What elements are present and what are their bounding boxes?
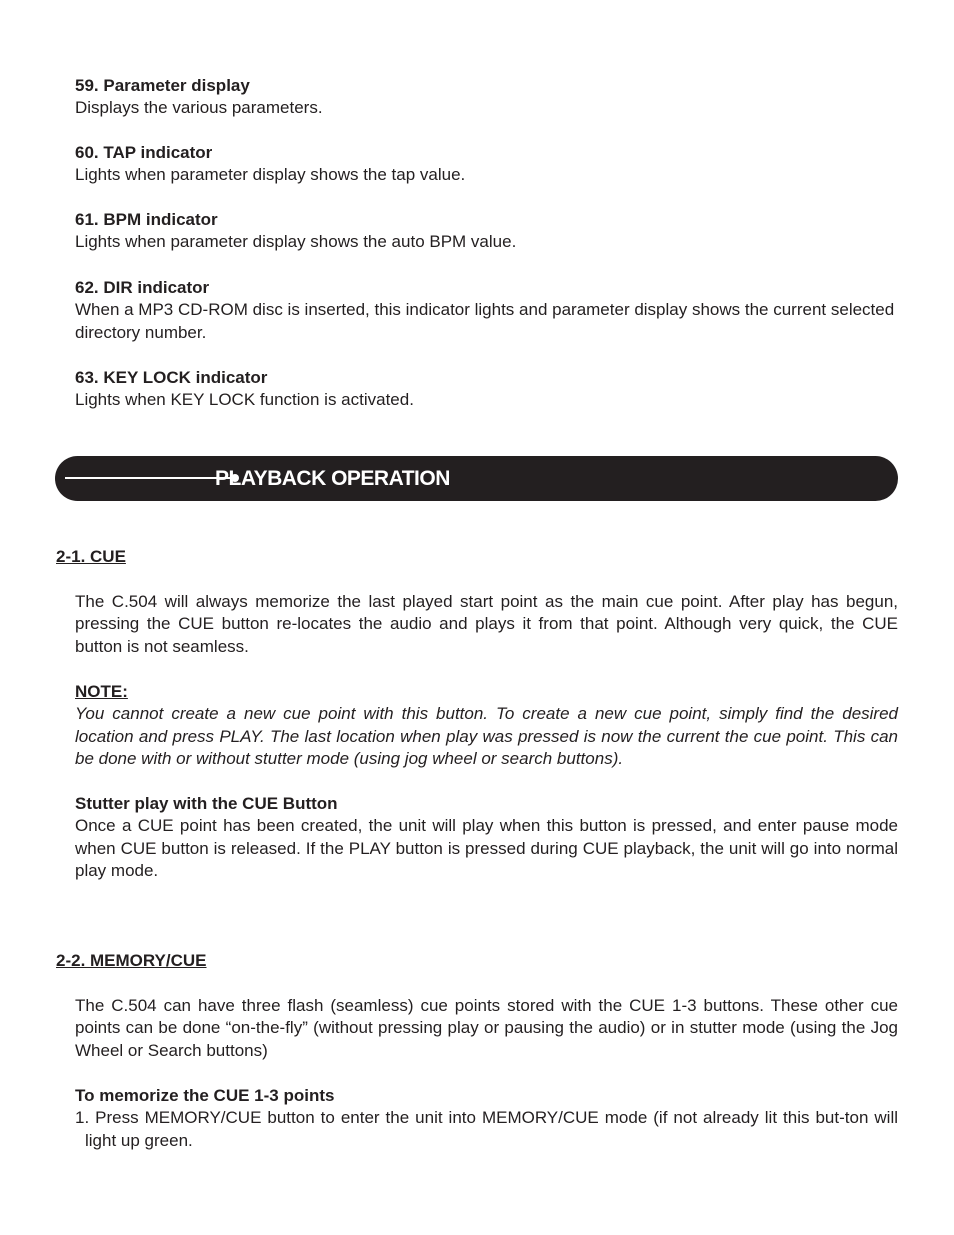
stutter-section <box>75 793 898 883</box>
param-text: When a MP3 CD-ROM disc is inserted, this indicator lights and parameter display shows the current selected directory number. <box>75 300 895 342</box>
param-item-61 <box>75 209 898 254</box>
memory-cue-intro: The C.504 can have three flash (seamless) cue points stored with the CUE 1-3 buttons. These other cue points can be done “on-the-fly” (without pressing play or pausing the audio) or in stutter mode (using the Jog Wheel or Search buttons) <box>75 996 898 1060</box>
memorize-step-1: 1. Press MEMORY/CUE button to enter the unit into MEMORY/CUE mode (if not already lit this but-ton will light up green. <box>75 1108 898 1150</box>
memorize-section <box>75 1085 898 1152</box>
param-heading: 62. DIR indicator <box>75 278 210 297</box>
param-text: Lights when parameter display shows the tap value. <box>75 165 466 185</box>
param-text: Lights when KEY LOCK function is activated. <box>75 390 414 410</box>
param-heading: 61. BPM indicator <box>75 210 218 229</box>
param-item-59 <box>75 75 898 120</box>
stutter-heading: Stutter play with the CUE Button <box>75 794 338 813</box>
stutter-text: Once a CUE point has been created, the unit will play when this button is pressed, and enter pause mode when CUE button is released. If the PLAY button is pressed during CUE playback, the unit will go into normal play mode. <box>75 816 898 881</box>
cue-note <box>75 681 898 771</box>
cue-intro: The C.504 will always memorize the last played start point as the main cue point. After play has begun, pressing the CUE button re-locates the audio and plays it from that point. Although very quick, the CUE button is not seamless. <box>75 592 898 656</box>
param-heading: 59. Parameter display <box>75 76 250 95</box>
param-item-60 <box>75 142 898 187</box>
section-banner <box>55 456 898 501</box>
memorize-heading: To memorize the CUE 1-3 points <box>75 1086 335 1105</box>
param-item-62 <box>75 277 898 344</box>
memory-cue-heading: 2-2. MEMORY/CUE <box>56 951 207 970</box>
cue-heading: 2-1. CUE <box>56 547 126 566</box>
param-heading: 63. KEY LOCK indicator <box>75 368 268 387</box>
section-title: PLAYBACK OPERATION <box>215 467 450 490</box>
note-text: You cannot create a new cue point with this button. To create a new cue point, simply find the desired location and press PLAY. The last location when play was pressed is now the current the cue point. This can be done with or without stutter mode (using jog wheel or search buttons). <box>75 704 898 769</box>
param-item-63 <box>75 367 898 412</box>
param-text: Lights when parameter display shows the auto BPM value. <box>75 232 517 252</box>
param-text: Displays the various parameters. <box>75 98 323 118</box>
note-label: NOTE: <box>75 682 128 701</box>
banner-line <box>65 477 233 479</box>
param-heading: 60. TAP indicator <box>75 143 213 162</box>
